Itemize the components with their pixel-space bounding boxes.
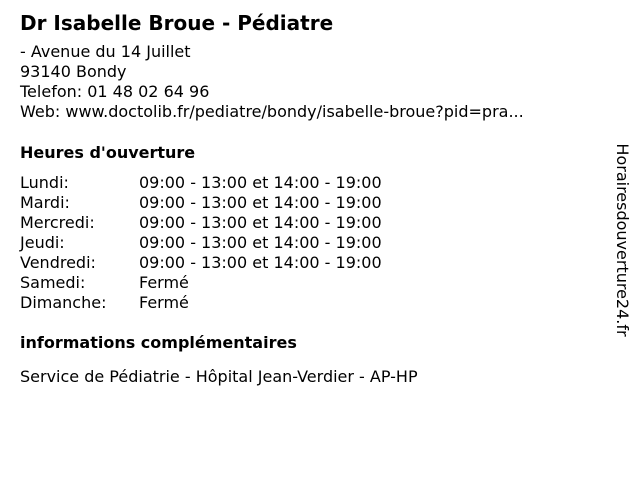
hours-row-wednesday xyxy=(20,213,600,233)
day-hours: 09:00 - 13:00 et 14:00 - 19:00 xyxy=(139,193,382,212)
day-hours: 09:00 - 13:00 et 14:00 - 19:00 xyxy=(139,233,382,252)
website-line: Web: www.doctolib.fr/pediatre/bondy/isabelle-broue?pid=pra... xyxy=(20,102,524,121)
day-label: Dimanche: xyxy=(20,293,107,312)
day-label: Samedi: xyxy=(20,273,86,292)
hours-row-tuesday xyxy=(20,193,600,213)
day-hours: 09:00 - 13:00 et 14:00 - 19:00 xyxy=(139,213,382,232)
info-heading: informations complémentaires xyxy=(20,333,297,352)
day-label: Mercredi: xyxy=(20,213,95,232)
day-label: Vendredi: xyxy=(20,253,96,272)
day-label: Mardi: xyxy=(20,193,70,212)
doctor-card xyxy=(20,10,600,387)
site-watermark: Horairesdouverture24.fr xyxy=(613,143,632,337)
city-line: 93140 Bondy xyxy=(20,62,127,81)
hours-table xyxy=(20,173,600,313)
hours-row-sunday xyxy=(20,293,600,313)
day-label: Lundi: xyxy=(20,173,69,192)
hours-row-monday xyxy=(20,173,600,193)
hours-row-friday xyxy=(20,253,600,273)
phone-line: Telefon: 01 48 02 64 96 xyxy=(20,82,210,101)
day-hours: Fermé xyxy=(139,293,189,312)
hours-row-saturday xyxy=(20,273,600,293)
hours-heading: Heures d'ouverture xyxy=(20,143,196,162)
day-label: Jeudi: xyxy=(20,233,65,252)
info-text: Service de Pédiatrie - Hôpital Jean-Verdier - AP-HP xyxy=(20,367,418,386)
day-hours: Fermé xyxy=(139,273,189,292)
doctor-name: Dr Isabelle Broue - Pédiatre xyxy=(20,11,334,35)
hours-row-thursday xyxy=(20,233,600,253)
day-hours: 09:00 - 13:00 et 14:00 - 19:00 xyxy=(139,253,382,272)
day-hours: 09:00 - 13:00 et 14:00 - 19:00 xyxy=(139,173,382,192)
address-line: - Avenue du 14 Juillet xyxy=(20,42,191,61)
